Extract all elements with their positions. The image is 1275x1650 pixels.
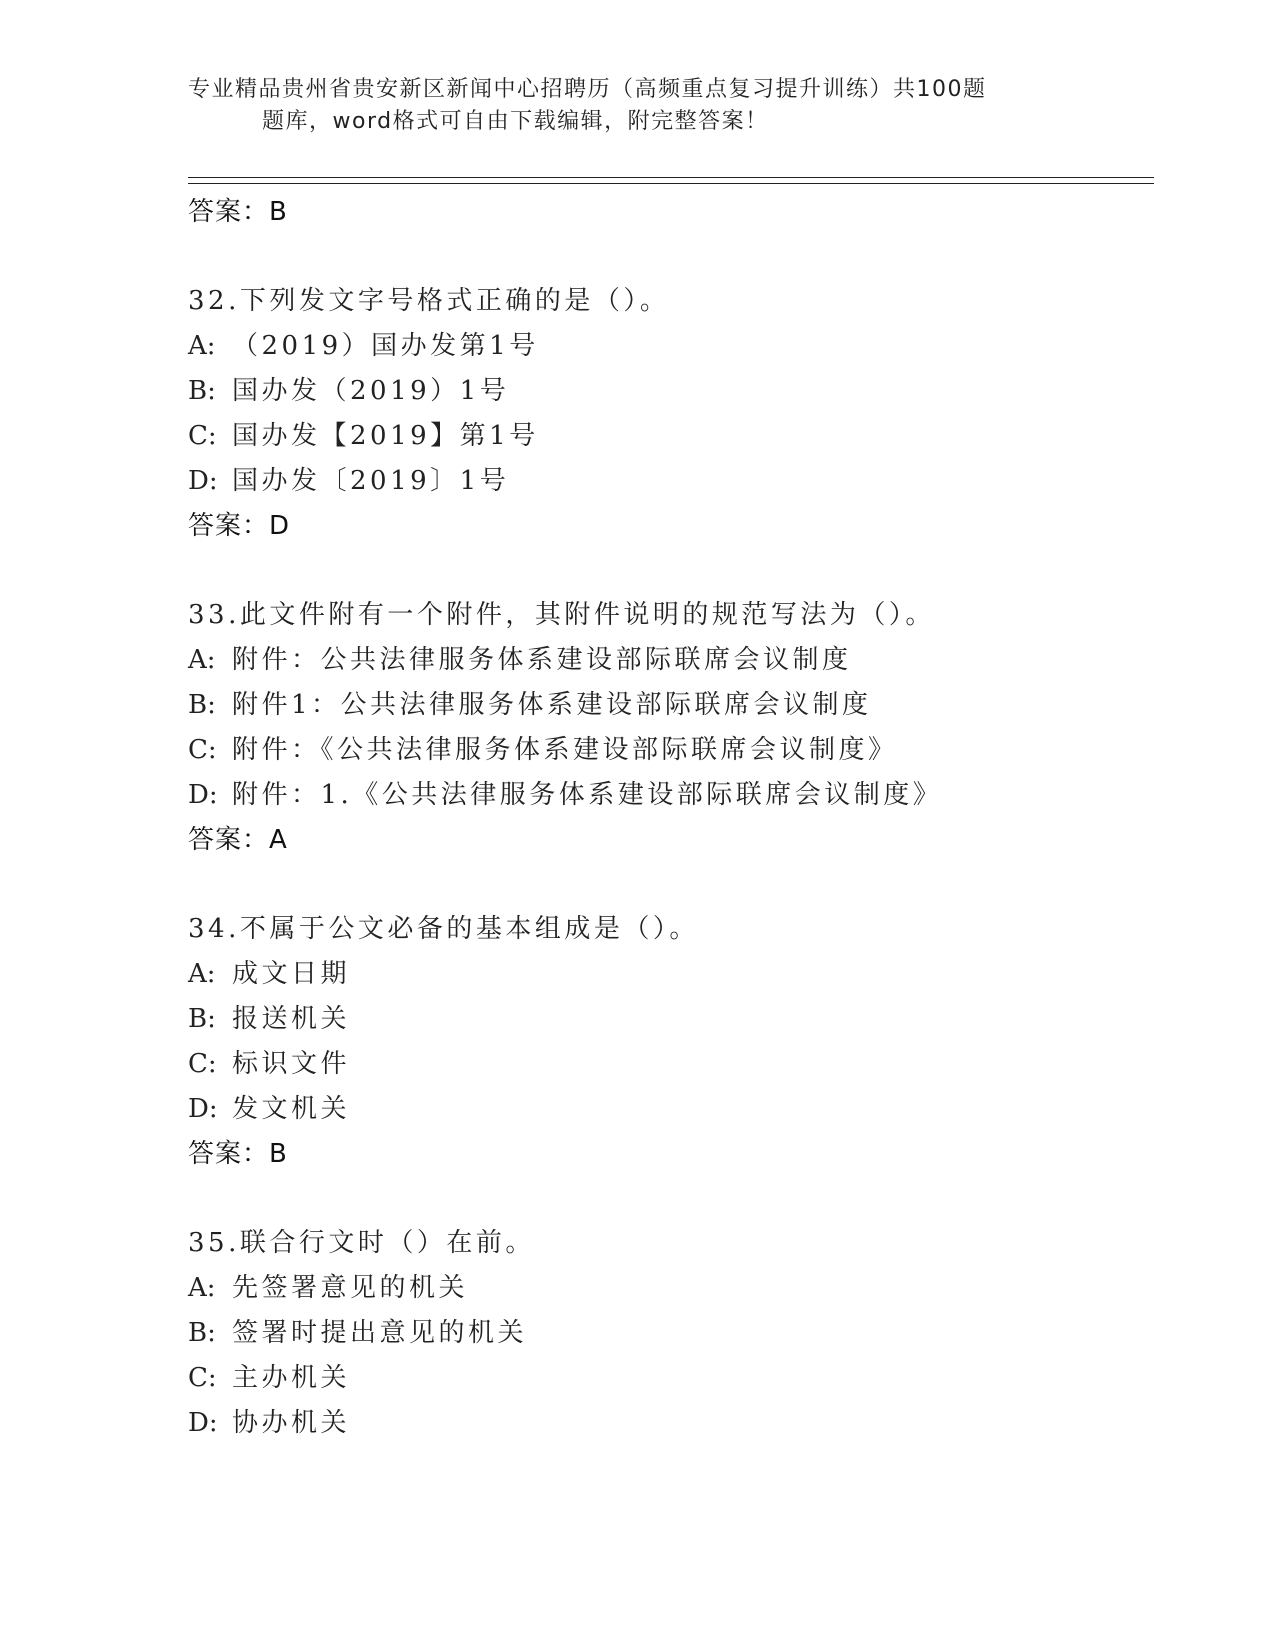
option-c bbox=[188, 414, 1148, 459]
option-letter: D: bbox=[188, 1094, 218, 1124]
option-text: 国办发〔2019〕1号 bbox=[232, 466, 510, 496]
option-c bbox=[188, 728, 1148, 773]
option-letter: C: bbox=[188, 421, 217, 451]
option-d bbox=[188, 773, 1148, 818]
option-text: 附件：公共法律服务体系建设部际联席会议制度 bbox=[232, 645, 852, 675]
option-text: 成文日期 bbox=[232, 959, 351, 989]
option-a bbox=[188, 324, 1148, 369]
option-a bbox=[188, 1266, 1148, 1311]
option-letter: D: bbox=[188, 1408, 218, 1438]
option-d bbox=[188, 1087, 1148, 1132]
option-letter: C: bbox=[188, 1049, 217, 1079]
option-letter: C: bbox=[188, 735, 217, 765]
spacer bbox=[188, 863, 1148, 907]
option-text: 附件：1.《公共法律服务体系建设部际联席会议制度》 bbox=[232, 780, 943, 810]
option-letter: B: bbox=[188, 690, 216, 720]
option-c bbox=[188, 1356, 1148, 1401]
option-text: 国办发（2019）1号 bbox=[232, 376, 510, 406]
option-letter: D: bbox=[188, 780, 218, 810]
header-rule-top bbox=[188, 177, 1154, 178]
option-a bbox=[188, 638, 1148, 683]
option-letter: A: bbox=[188, 1273, 216, 1303]
option-text: 报送机关 bbox=[232, 1004, 351, 1034]
previous-answer: 答案：B bbox=[188, 197, 288, 227]
option-b bbox=[188, 369, 1148, 414]
document-header bbox=[188, 74, 1068, 138]
question-title: 33.此文件附有一个附件，其附件说明的规范写法为（）。 bbox=[188, 600, 935, 630]
option-c bbox=[188, 1042, 1148, 1087]
option-text: 发文机关 bbox=[232, 1094, 351, 1124]
option-letter: A: bbox=[188, 331, 216, 361]
option-text: 主办机关 bbox=[232, 1363, 351, 1393]
option-b bbox=[188, 683, 1148, 728]
question-answer: 答案：A bbox=[188, 825, 288, 855]
option-letter: B: bbox=[188, 1004, 216, 1034]
option-b bbox=[188, 1311, 1148, 1356]
option-text: 协办机关 bbox=[232, 1408, 351, 1438]
question-answer: 答案：D bbox=[188, 511, 291, 541]
header-rule-bottom bbox=[188, 183, 1154, 184]
option-d bbox=[188, 1401, 1148, 1446]
option-a bbox=[188, 952, 1148, 997]
option-letter: D: bbox=[188, 466, 218, 496]
option-text: 签署时提出意见的机关 bbox=[232, 1318, 528, 1348]
option-text: 附件1：公共法律服务体系建设部际联席会议制度 bbox=[232, 690, 872, 720]
option-letter: B: bbox=[188, 1318, 216, 1348]
question-title: 35.联合行文时（）在前。 bbox=[188, 1228, 535, 1258]
spacer bbox=[188, 235, 1148, 279]
spacer bbox=[188, 1177, 1148, 1221]
option-text: 附件：《公共法律服务体系建设部际联席会议制度》 bbox=[232, 735, 898, 765]
option-letter: B: bbox=[188, 376, 216, 406]
option-letter: C: bbox=[188, 1363, 217, 1393]
header-line-2: 题库，word格式可自由下载编辑，附完整答案！ bbox=[262, 109, 769, 134]
question-title: 34.不属于公文必备的基本组成是（）。 bbox=[188, 914, 699, 944]
spacer bbox=[188, 549, 1148, 593]
question-title: 32.下列发文字号格式正确的是（）。 bbox=[188, 286, 670, 316]
option-b bbox=[188, 997, 1148, 1042]
option-text: 标识文件 bbox=[232, 1049, 351, 1079]
question-list bbox=[188, 190, 1148, 1446]
option-letter: A: bbox=[188, 645, 216, 675]
option-text: 国办发【2019】第1号 bbox=[232, 421, 539, 451]
question-answer: 答案：B bbox=[188, 1139, 288, 1169]
header-line-1: 专业精品贵州省贵安新区新闻中心招聘历（高频重点复习提升训练）共100题 bbox=[188, 77, 987, 102]
option-text: 先签署意见的机关 bbox=[232, 1273, 469, 1303]
option-letter: A: bbox=[188, 959, 216, 989]
option-text: （2019）国办发第1号 bbox=[232, 331, 539, 361]
option-d bbox=[188, 459, 1148, 504]
